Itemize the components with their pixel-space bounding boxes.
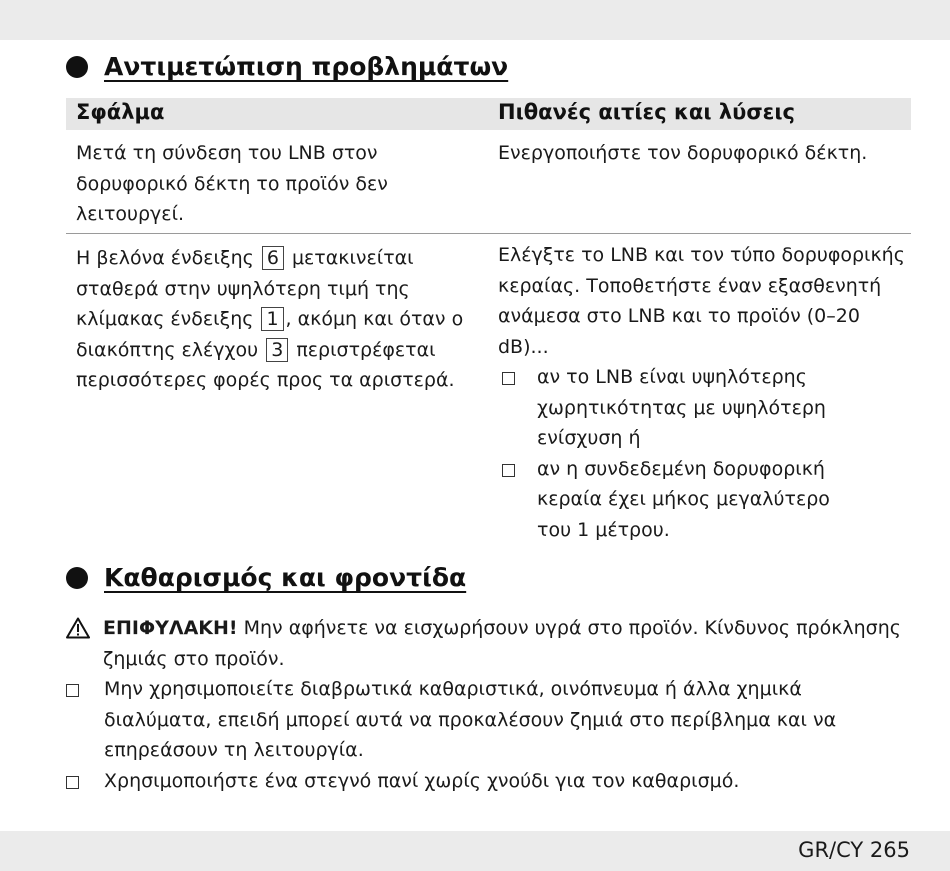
checkbox-icon	[502, 464, 515, 477]
row2-error-part1: Η βελόνα ένδειξης	[76, 247, 254, 269]
checkbox-icon	[66, 776, 79, 789]
care-list	[66, 674, 911, 796]
row2-solution-intro: Ελέγξτε το LNB και τον τύπο δορυφορικής κεραίας. Τοποθετήστε έναν εξασθενητή ανάμεσα στο LNB και το προϊόν (0–20 dB)...	[498, 244, 905, 358]
row2-solution	[498, 240, 908, 545]
list-item: αν το LNB είναι υψηλότερης χωρητικότητας με υψηλότερη ενίσχυση ή	[498, 362, 908, 454]
row1-error: Μετά τη σύνδεση του LNB στον δορυφορικό δέκτη το προϊόν δεν λειτουργεί.	[76, 142, 388, 225]
warning-message	[103, 613, 903, 674]
bullet-dot-icon	[66, 56, 88, 78]
top-band	[0, 0, 950, 40]
section-heading-troubleshooting	[66, 52, 508, 81]
bullet-dot-icon	[66, 567, 88, 589]
section-heading-cleaning	[66, 563, 466, 592]
table-header-solution: Πιθανές αιτίες και λύσεις	[498, 100, 795, 124]
list-item: αν η συνδεδεμένη δορυφορική κεραία έχει μήκος μεγαλύτερο του 1 μέτρου.	[498, 454, 908, 546]
section-title: Καθαρισμός και φροντίδα	[104, 563, 467, 592]
warning-body: Μην αφήνετε να εισχωρήσουν υγρά στο προϊόν. Κίνδυνος πρόκλησης ζημιάς στο προϊόν.	[103, 617, 901, 670]
row2-error-part2: μετακινείται σταθερά στην υψηλότερη τιμή της κλίμακας ένδειξης	[76, 247, 414, 330]
section-title: Αντιμετώπιση προβλημάτων	[104, 52, 509, 81]
warning-triangle-icon	[66, 617, 90, 639]
ref-number-6: 6	[262, 246, 284, 270]
checkbox-icon	[502, 372, 515, 385]
row1-solution: Ενεργοποιήστε τον δορυφορικό δέκτη.	[498, 142, 868, 164]
list-item: Χρησιμοποιήστε ένα στεγνό πανί χωρίς χνούδι για τον καθαρισμό.	[66, 766, 911, 797]
row-divider	[66, 233, 911, 234]
page-number: GR/CY 265	[798, 838, 910, 862]
list-item: Μην χρησιμοποιείτε διαβρωτικά καθαριστικά, οινόπνευμα ή άλλα χημικά διαλύματα, επειδή μπορεί αυτά να προκαλέσουν ζημιά στο περίβλημα και να επηρεάσουν τη λειτουργία.	[66, 674, 911, 766]
table-header-error: Σφάλμα	[76, 100, 165, 124]
row2-error	[76, 243, 476, 396]
warning-label: ΕΠΙΦΥΛΑΚΗ!	[103, 617, 238, 639]
ref-number-1: 1	[261, 307, 283, 331]
row2-error-part3: , ακόμη και όταν ο διακόπτης ελέγχου	[76, 308, 464, 361]
ref-number-3: 3	[266, 338, 288, 362]
checkbox-icon	[66, 684, 79, 697]
row2-error-part4: περιστρέφεται περισσότερες φορές προς τα αριστερά.	[76, 338, 455, 391]
